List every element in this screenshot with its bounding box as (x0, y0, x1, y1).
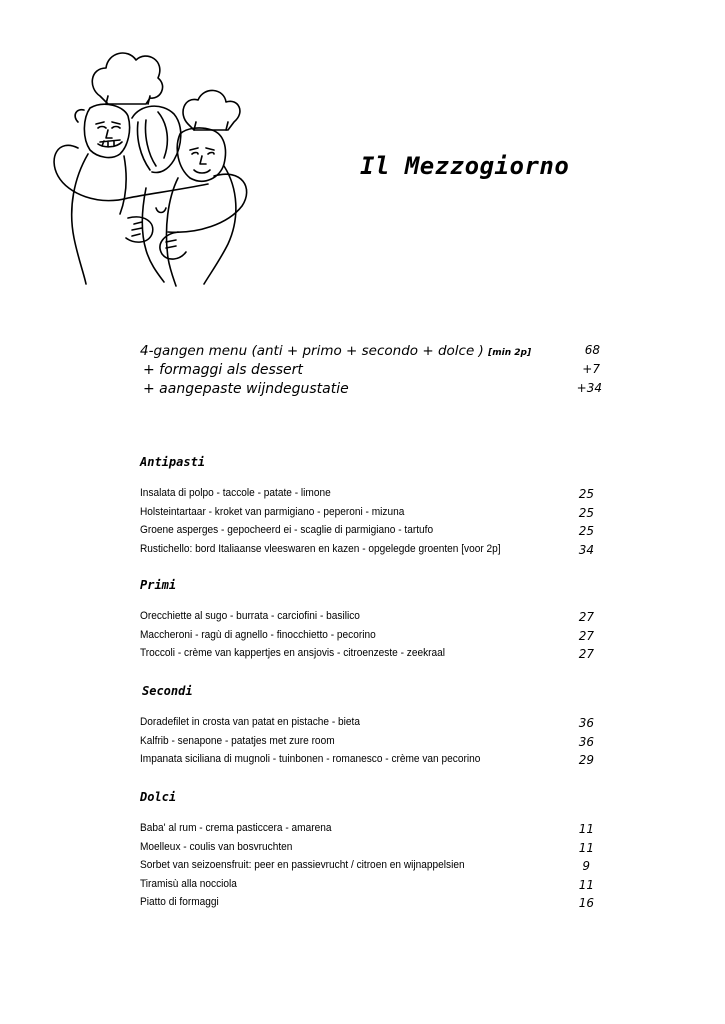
section-title: Dolci (140, 790, 177, 804)
dish-price: 9 (582, 859, 590, 873)
dish-price: 25 (578, 505, 594, 520)
section-secondi (140, 684, 605, 772)
section-title: Primi (140, 578, 177, 592)
section-antipasti (140, 455, 605, 561)
dish-price: 27 (578, 610, 594, 624)
set-menu-note: [min 2p] (488, 348, 532, 358)
dish-price: 11 (578, 877, 594, 892)
menu-item (140, 524, 605, 543)
menu-item (140, 487, 605, 506)
dish-price: 16 (578, 896, 594, 910)
dish-name: Kalfrib - senapone - patatjes met zure room (140, 734, 335, 747)
dish-price: 11 (578, 840, 594, 855)
dish-price: 27 (578, 628, 594, 643)
dish-name: Rustichello: bord Italiaanse vleeswaren en kazen - opgelegde groenten [voor 2p] (140, 542, 501, 555)
menu-item (140, 735, 605, 754)
dish-name: Moelleux - coulis van bosvruchten (140, 840, 293, 853)
dish-name: Baba' al rum - crema pasticcera - amarena (140, 822, 332, 834)
dish-price: 29 (578, 753, 594, 767)
dish-name: Sorbet van seizoensfruit: peer en passievrucht / citroen en wijnappelsien (140, 859, 465, 871)
menu-item (140, 859, 605, 878)
dish-price: 11 (578, 822, 594, 836)
set-menu-row (140, 343, 605, 362)
section-title: Antipasti (140, 455, 206, 469)
dish-name: Maccheroni - ragù di agnello - finocchietto - pecorino (140, 628, 376, 641)
menu-item (140, 506, 605, 525)
set-menu-price: +34 (576, 381, 602, 395)
set-menu-row (140, 362, 605, 381)
dish-name: Orecchiette al sugo - burrata - carciofini - basilico (140, 610, 360, 622)
set-menu-label: + aangepaste wijndegustatie (143, 381, 349, 397)
dish-name: Impanata siciliana di mugnoli - tuinbonen - romanesco - crème van pecorino (140, 753, 481, 765)
set-menu-label: + formaggi als dessert (143, 362, 303, 378)
dish-name: Piatto di formaggi (140, 896, 219, 908)
set-menu-price: 68 (584, 343, 600, 357)
menu-item (140, 753, 605, 772)
set-menu-price: +7 (582, 362, 600, 376)
restaurant-title: Il Mezzogiorno (360, 152, 570, 180)
set-menu-row (140, 381, 605, 400)
dish-name: Troccoli - crème van kappertjes en ansjovis - citroenzeste - zeekraal (140, 647, 446, 659)
section-primi (140, 578, 605, 666)
dish-price: 36 (578, 734, 594, 749)
chefs-illustration (28, 38, 268, 288)
dish-name: Groene asperges - gepocheerd ei - scaglie di parmigiano - tartufo (140, 524, 434, 536)
dish-price: 34 (578, 542, 594, 557)
section-dolci (140, 790, 605, 915)
menu-item (140, 610, 605, 629)
menu-item (140, 878, 605, 897)
menu-item (140, 716, 605, 735)
menu-item (140, 629, 605, 648)
section-title: Secondi (142, 684, 193, 698)
dish-price: 27 (578, 647, 594, 661)
set-menu (140, 343, 605, 400)
menu-item (140, 841, 605, 860)
menu-item (140, 647, 605, 666)
menu-item (140, 896, 605, 915)
dish-price: 25 (578, 487, 594, 501)
menu-item (140, 543, 605, 562)
menu-item (140, 822, 605, 841)
dish-name: Holsteintartaar - kroket van parmigiano - peperoni - mizuna (140, 505, 405, 518)
dish-name: Tiramisù alla nocciola (140, 877, 237, 890)
dish-price: 36 (578, 716, 594, 730)
dish-name: Doradefilet in crosta van patat en pistache - bieta (140, 716, 360, 728)
dish-name: Insalata di polpo - taccole - patate - limone (140, 487, 331, 499)
set-menu-label: 4-gangen menu (anti + primo + secondo + dolce ) [min 2p] (140, 343, 532, 359)
dish-price: 25 (578, 524, 594, 538)
